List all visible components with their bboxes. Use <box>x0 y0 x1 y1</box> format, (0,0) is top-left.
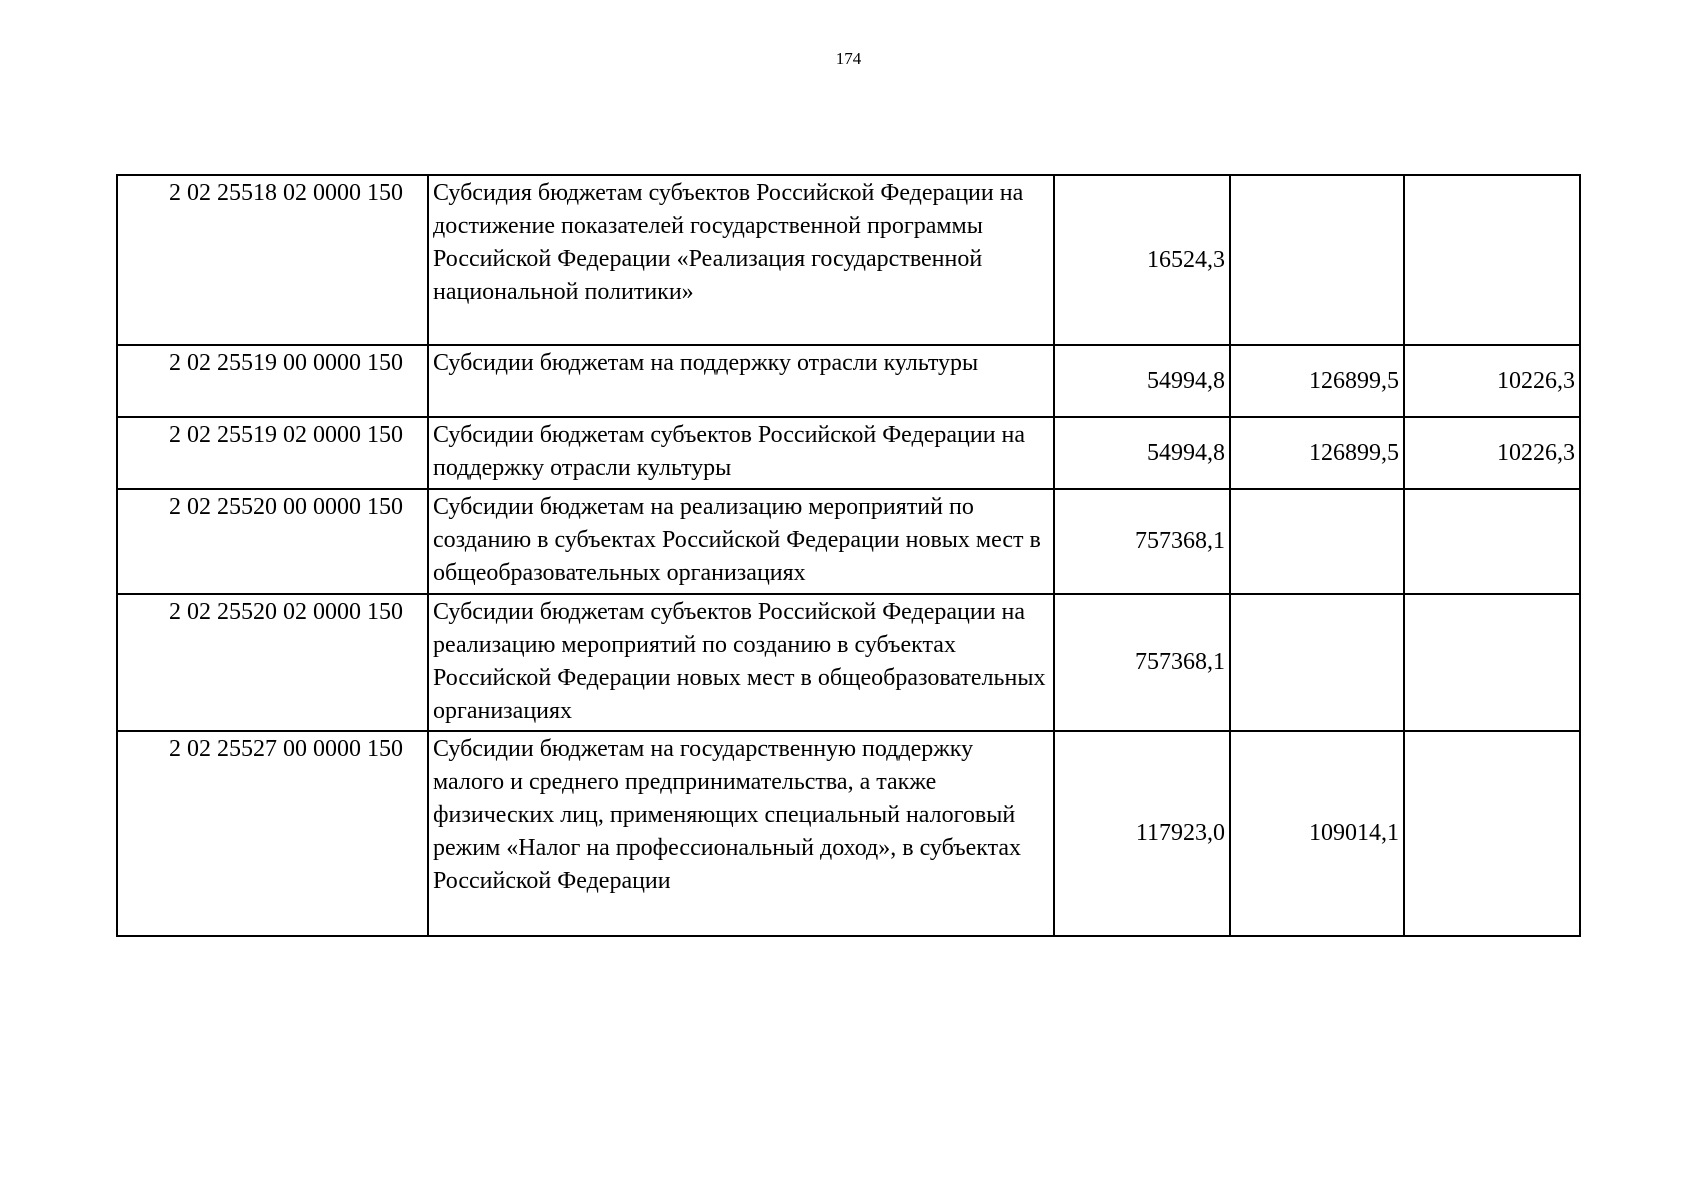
table-row <box>117 731 1580 936</box>
table-row <box>117 489 1580 594</box>
description-cell: Субсидии бюджетам на реализацию мероприятий по созданию в субъектах Российской Федерации новых мест в общеобразовательных организациях <box>428 489 1054 594</box>
description-cell: Субсидия бюджетам субъектов Российской Федерации на достижение показателей государственной программы Российской Федерации «Реализация государственной национальной политики» <box>428 175 1054 345</box>
amount-cell-1: 16524,3 <box>1054 175 1230 345</box>
amount-cell-3: 10226,3 <box>1404 417 1580 489</box>
table-row <box>117 417 1580 489</box>
page-number: 174 <box>835 49 862 68</box>
amount-cell-1: 117923,0 <box>1054 731 1230 936</box>
table-row <box>117 175 1580 345</box>
description-cell: Субсидии бюджетам субъектов Российской Федерации на реализацию мероприятий по созданию в субъектах Российской Федерации новых мест в общеобразовательных организациях <box>428 594 1054 731</box>
amount-cell-1: 54994,8 <box>1054 417 1230 489</box>
budget-code-cell: 2 02 25519 02 0000 150 <box>117 417 428 489</box>
amount-cell-2 <box>1230 489 1404 594</box>
budget-code-cell: 2 02 25519 00 0000 150 <box>117 345 428 417</box>
budget-code-cell: 2 02 25518 02 0000 150 <box>117 175 428 345</box>
amount-cell-3: 10226,3 <box>1404 345 1580 417</box>
amount-cell-1: 54994,8 <box>1054 345 1230 417</box>
amount-cell-1: 757368,1 <box>1054 489 1230 594</box>
budget-table <box>116 174 1581 937</box>
description-cell: Субсидии бюджетам на поддержку отрасли культуры <box>428 345 1054 417</box>
budget-code-cell: 2 02 25520 02 0000 150 <box>117 594 428 731</box>
budget-code-cell: 2 02 25520 00 0000 150 <box>117 489 428 594</box>
amount-cell-1: 757368,1 <box>1054 594 1230 731</box>
amount-cell-2: 126899,5 <box>1230 417 1404 489</box>
table-row <box>117 345 1580 417</box>
amount-cell-3 <box>1404 175 1580 345</box>
amount-cell-2: 109014,1 <box>1230 731 1404 936</box>
description-cell: Субсидии бюджетам субъектов Российской Федерации на поддержку отрасли культуры <box>428 417 1054 489</box>
description-cell: Субсидии бюджетам на государственную поддержку малого и среднего предпринимательства, а также физических лиц, применяющих специальный налоговый режим «Налог на профессиональный доход», в субъектах Российской Федерации <box>428 731 1054 936</box>
amount-cell-3 <box>1404 489 1580 594</box>
table-row <box>117 594 1580 731</box>
amount-cell-3 <box>1404 731 1580 936</box>
amount-cell-2 <box>1230 175 1404 345</box>
amount-cell-2 <box>1230 594 1404 731</box>
budget-code-cell: 2 02 25527 00 0000 150 <box>117 731 428 936</box>
amount-cell-3 <box>1404 594 1580 731</box>
amount-cell-2: 126899,5 <box>1230 345 1404 417</box>
